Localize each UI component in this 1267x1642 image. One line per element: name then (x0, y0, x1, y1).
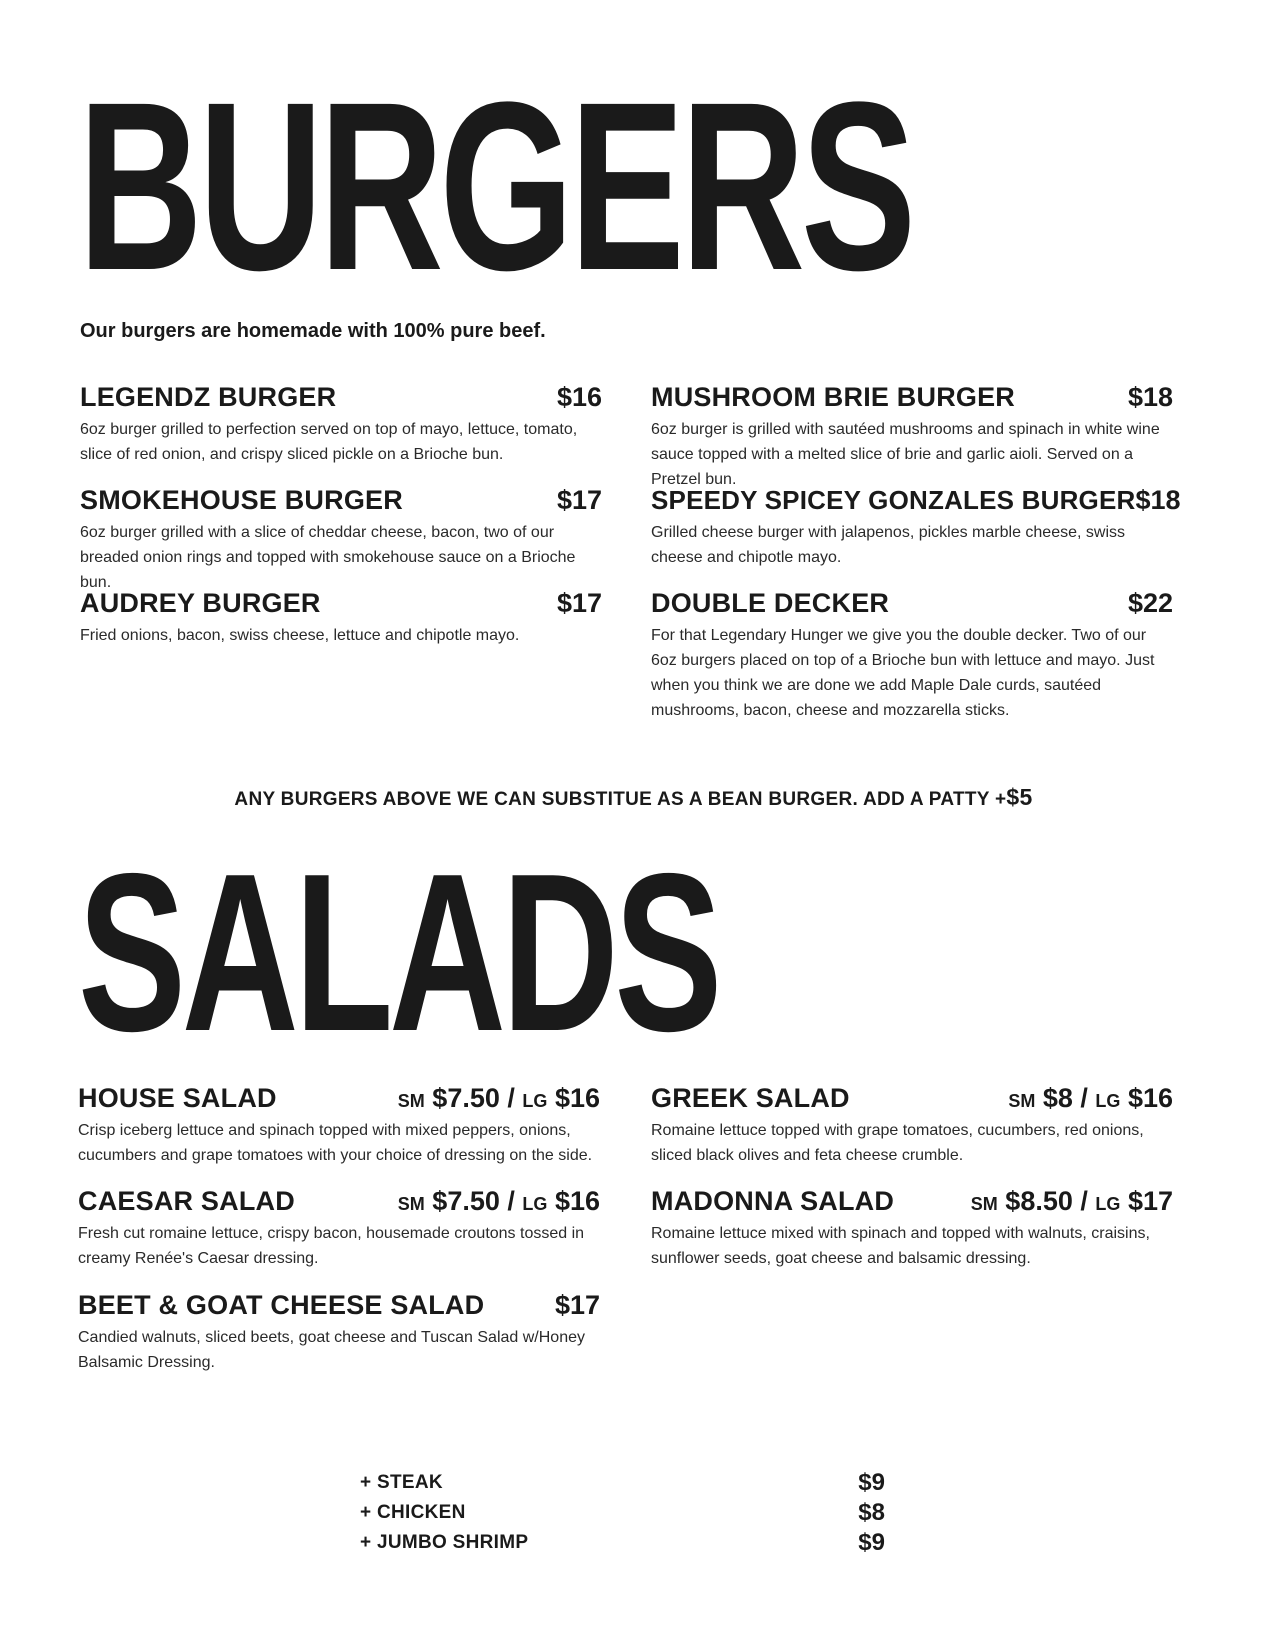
item-description: For that Legendary Hunger we give you the double decker. Two of our 6oz burgers placed on top of a Brioche bun with lettuce and mayo. Just when you think we are done we add Maple Dale curds, sautéed mushrooms, bacon, cheese and mozzarella sticks. (651, 627, 1155, 719)
item-name: LEGENDZ BURGER (80, 382, 337, 412)
menu-item-caesar-salad (78, 1186, 600, 1271)
menu-item-beet-goat-cheese-salad (78, 1290, 600, 1375)
menu-item-madonna-salad (651, 1186, 1173, 1271)
salad-addons-list (360, 1468, 885, 1558)
item-price (1008, 1083, 1173, 1114)
price-lg: $16 (554, 1083, 600, 1113)
addon-price: $8 (858, 1499, 885, 1526)
item-description: Romaine lettuce topped with grape tomatoes, cucumbers, red onions, sliced black olives and feta cheese crumble. (651, 1122, 1144, 1164)
menu-item-double-decker (651, 588, 1173, 723)
size-sm-label: SM (397, 1194, 425, 1214)
addon-price: $9 (858, 1529, 885, 1556)
item-description: 6oz burger grilled with a slice of cheddar cheese, bacon, two of our breaded onion rings and topped with smokehouse sauce on a Brioche bun. (80, 524, 576, 591)
burgers-title: BURGERS (78, 52, 912, 320)
item-price: $18 (1135, 485, 1181, 515)
item-price: $17 (556, 485, 602, 515)
addon-row-jumbo-shrimp (360, 1528, 885, 1558)
menu-item-legendz-burger (80, 382, 602, 467)
size-sm-label: SM (397, 1091, 425, 1111)
item-name: HOUSE SALAD (78, 1083, 277, 1113)
item-price: $17 (554, 1290, 600, 1320)
size-lg-label: LG (1095, 1194, 1121, 1214)
item-name: SPEEDY SPICEY GONZALES BURGER (651, 485, 1136, 515)
burgers-intro: Our burgers are homemade with 100% pure beef. (80, 320, 546, 342)
price-separator: / (507, 1083, 515, 1113)
item-description: 6oz burger is grilled with sautéed mushrooms and spinach in white wine sauce topped with a melted slice of brie and garlic aioli. Served on a Pretzel bun. (651, 421, 1160, 488)
addon-row-steak (360, 1468, 885, 1498)
item-name: BEET & GOAT CHEESE SALAD (78, 1290, 485, 1320)
item-name: AUDREY BURGER (80, 588, 321, 618)
item-description: Grilled cheese burger with jalapenos, pickles marble cheese, swiss cheese and chipotle mayo. (651, 524, 1125, 566)
addon-name: + STEAK (360, 1472, 443, 1493)
item-name: MADONNA SALAD (651, 1186, 895, 1216)
size-sm-label: SM (1008, 1091, 1036, 1111)
addon-price: $9 (858, 1469, 885, 1496)
price-sm: $7.50 (432, 1186, 500, 1216)
menu-item-speedy-spicey-gonzales-burger (651, 485, 1181, 570)
note-price: $5 (1006, 784, 1033, 810)
item-price: $16 (556, 382, 602, 412)
price-separator: / (507, 1186, 515, 1216)
item-name: SMOKEHOUSE BURGER (80, 485, 403, 515)
item-name: CAESAR SALAD (78, 1186, 295, 1216)
price-lg: $16 (1127, 1083, 1173, 1113)
price-lg: $16 (554, 1186, 600, 1216)
size-lg-label: LG (1095, 1091, 1121, 1111)
item-price: $18 (1127, 382, 1173, 412)
item-name: MUSHROOM BRIE BURGER (651, 382, 1016, 412)
size-sm-label: SM (970, 1194, 998, 1214)
addon-row-chicken (360, 1498, 885, 1528)
size-lg-label: LG (522, 1194, 548, 1214)
item-description: Candied walnuts, sliced beets, goat cheese and Tuscan Salad w/Honey Balsamic Dressing. (78, 1329, 585, 1371)
menu-item-audrey-burger (80, 588, 602, 648)
item-name: GREEK SALAD (651, 1083, 850, 1113)
size-lg-label: LG (522, 1091, 548, 1111)
price-sm: $8.50 (1005, 1186, 1073, 1216)
menu-item-mushroom-brie-burger (651, 382, 1173, 492)
bean-burger-note (0, 784, 1267, 811)
note-text: ANY BURGERS ABOVE WE CAN SUBSTITUE AS A BEAN BURGER. ADD A PATTY + (234, 789, 1007, 810)
addon-name: + CHICKEN (360, 1502, 466, 1523)
item-price (971, 1186, 1173, 1217)
item-price: $17 (556, 588, 602, 618)
item-price: $22 (1127, 588, 1173, 618)
item-description: Fried onions, bacon, swiss cheese, lettuce and chipotle mayo. (80, 627, 520, 644)
menu-item-house-salad (78, 1083, 600, 1168)
price-separator: / (1080, 1083, 1088, 1113)
item-price (398, 1083, 600, 1114)
item-description: Romaine lettuce mixed with spinach and topped with walnuts, craisins, sunflower seeds, goat cheese and balsamic dressing. (651, 1225, 1150, 1267)
item-description: 6oz burger grilled to perfection served on top of mayo, lettuce, tomato, slice of red onion, and crispy sliced pickle on a Brioche bun. (80, 421, 578, 463)
salads-title: SALADS (78, 826, 719, 1078)
item-description: Fresh cut romaine lettuce, crispy bacon, housemade croutons tossed in creamy Renée's Caesar dressing. (78, 1225, 585, 1267)
item-price (398, 1186, 600, 1217)
menu-item-smokehouse-burger (80, 485, 602, 595)
price-sm: $8 (1042, 1083, 1073, 1113)
addon-name: + JUMBO SHRIMP (360, 1532, 529, 1553)
menu-item-greek-salad (651, 1083, 1173, 1168)
item-description: Crisp iceberg lettuce and spinach topped with mixed peppers, onions, cucumbers and grape tomatoes with your choice of dressing on the side. (78, 1122, 593, 1164)
item-name: DOUBLE DECKER (651, 588, 890, 618)
price-sm: $7.50 (432, 1083, 500, 1113)
price-lg: $17 (1127, 1186, 1173, 1216)
price-separator: / (1080, 1186, 1088, 1216)
